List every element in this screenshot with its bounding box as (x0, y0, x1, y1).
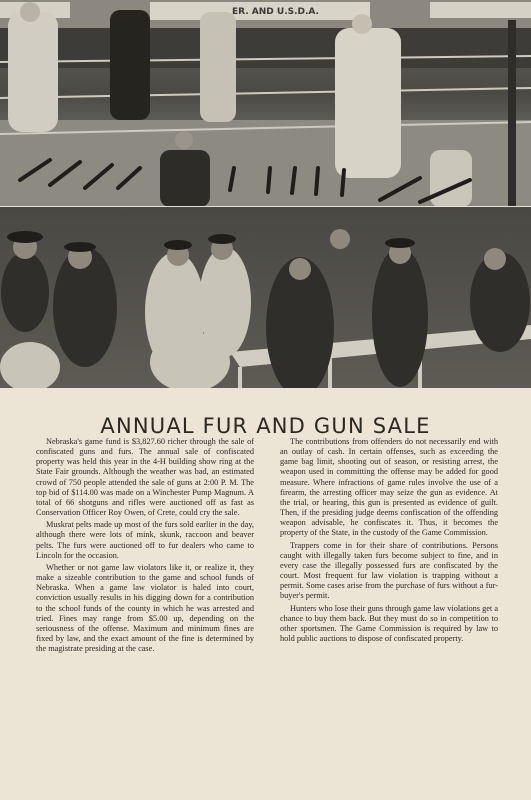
sign-text: ER. AND U.S.D.A. (232, 7, 319, 17)
article-headline: ANNUAL FUR AND GUN SALE (100, 414, 431, 439)
paragraph: Hunters who lose their guns through game law violations get a chance to buy them back. But they must do so in competition to other sportsmen. The Game Commission is required by law to hold public auctions to dispose of confiscated property. (280, 603, 498, 643)
article-column-left (36, 437, 254, 656)
article-column-right (280, 437, 498, 646)
paragraph: Whether or not game law violators like it, or realize it, they make a sizeable contribution to the game and school funds of Nebraska. When a game law violator is haled into court, conviction usually results in his digging down for a contribution to the school funds of the county in which he was arrested and tried. Fines may range from $5.00 up, depending on the seriousness of the offense. Maximum and minimum fines are fixed by law, and the exact amount of the fine is determined by the magistrate presiding at the case. (36, 562, 254, 654)
paragraph: Nebraska's game fund is $3,827.60 richer through the sale of confiscated guns and furs. The annual sale of confiscated property was held this year in the 4-H building show ring at the State Fair grounds. Although the weather was bad, an estimated crowd of 750 people attended the sale of guns at 2:00 P. M. The top bid of $114.00 was made on a Winchester Pump Magnum. A total of 66 shotguns and rifles were auctioned off as fast as Conservation Officer Roy Owen, of Crete, could cry the sale. (36, 437, 254, 518)
auction-photo-bottom (0, 207, 531, 388)
auction-photo-top (0, 0, 531, 207)
paragraph: Trappers come in for their share of contributions. Persons caught with illegally taken furs become subject to fine, and in every case the illegally possessed furs are confiscated by the court. Most frequent fur law violation is trapping without a permit. Some cases arise from the purchase of furs without a fur-buyer's permit. (280, 540, 498, 601)
paragraph: Muskrat pelts made up most of the furs sold earlier in the day, although there were lots of mink, skunk, raccoon and beaver pelts. The furs were auctioned off to fur dealers who came to Lincoln for the occasion. (36, 520, 254, 560)
paragraph: The contributions from offenders do not necessarily end with an outlay of cash. In certain offenses, such as exceeding the game bag limit, shooting out of season, or resisting arrest, the weapon used in committing the offense may be added for good measure. Where infractions of game rules involve the use of a firearm, the arresting officer may seize the gun as evidence. At the trial, or hearing, this gun is presented as evidence of guilt. Then, if the presiding judge deems confiscation of the offending weapon advisable, he confiscates it. Thus, it becomes the property of the State, in the custody of the Game Commission. (280, 437, 498, 538)
